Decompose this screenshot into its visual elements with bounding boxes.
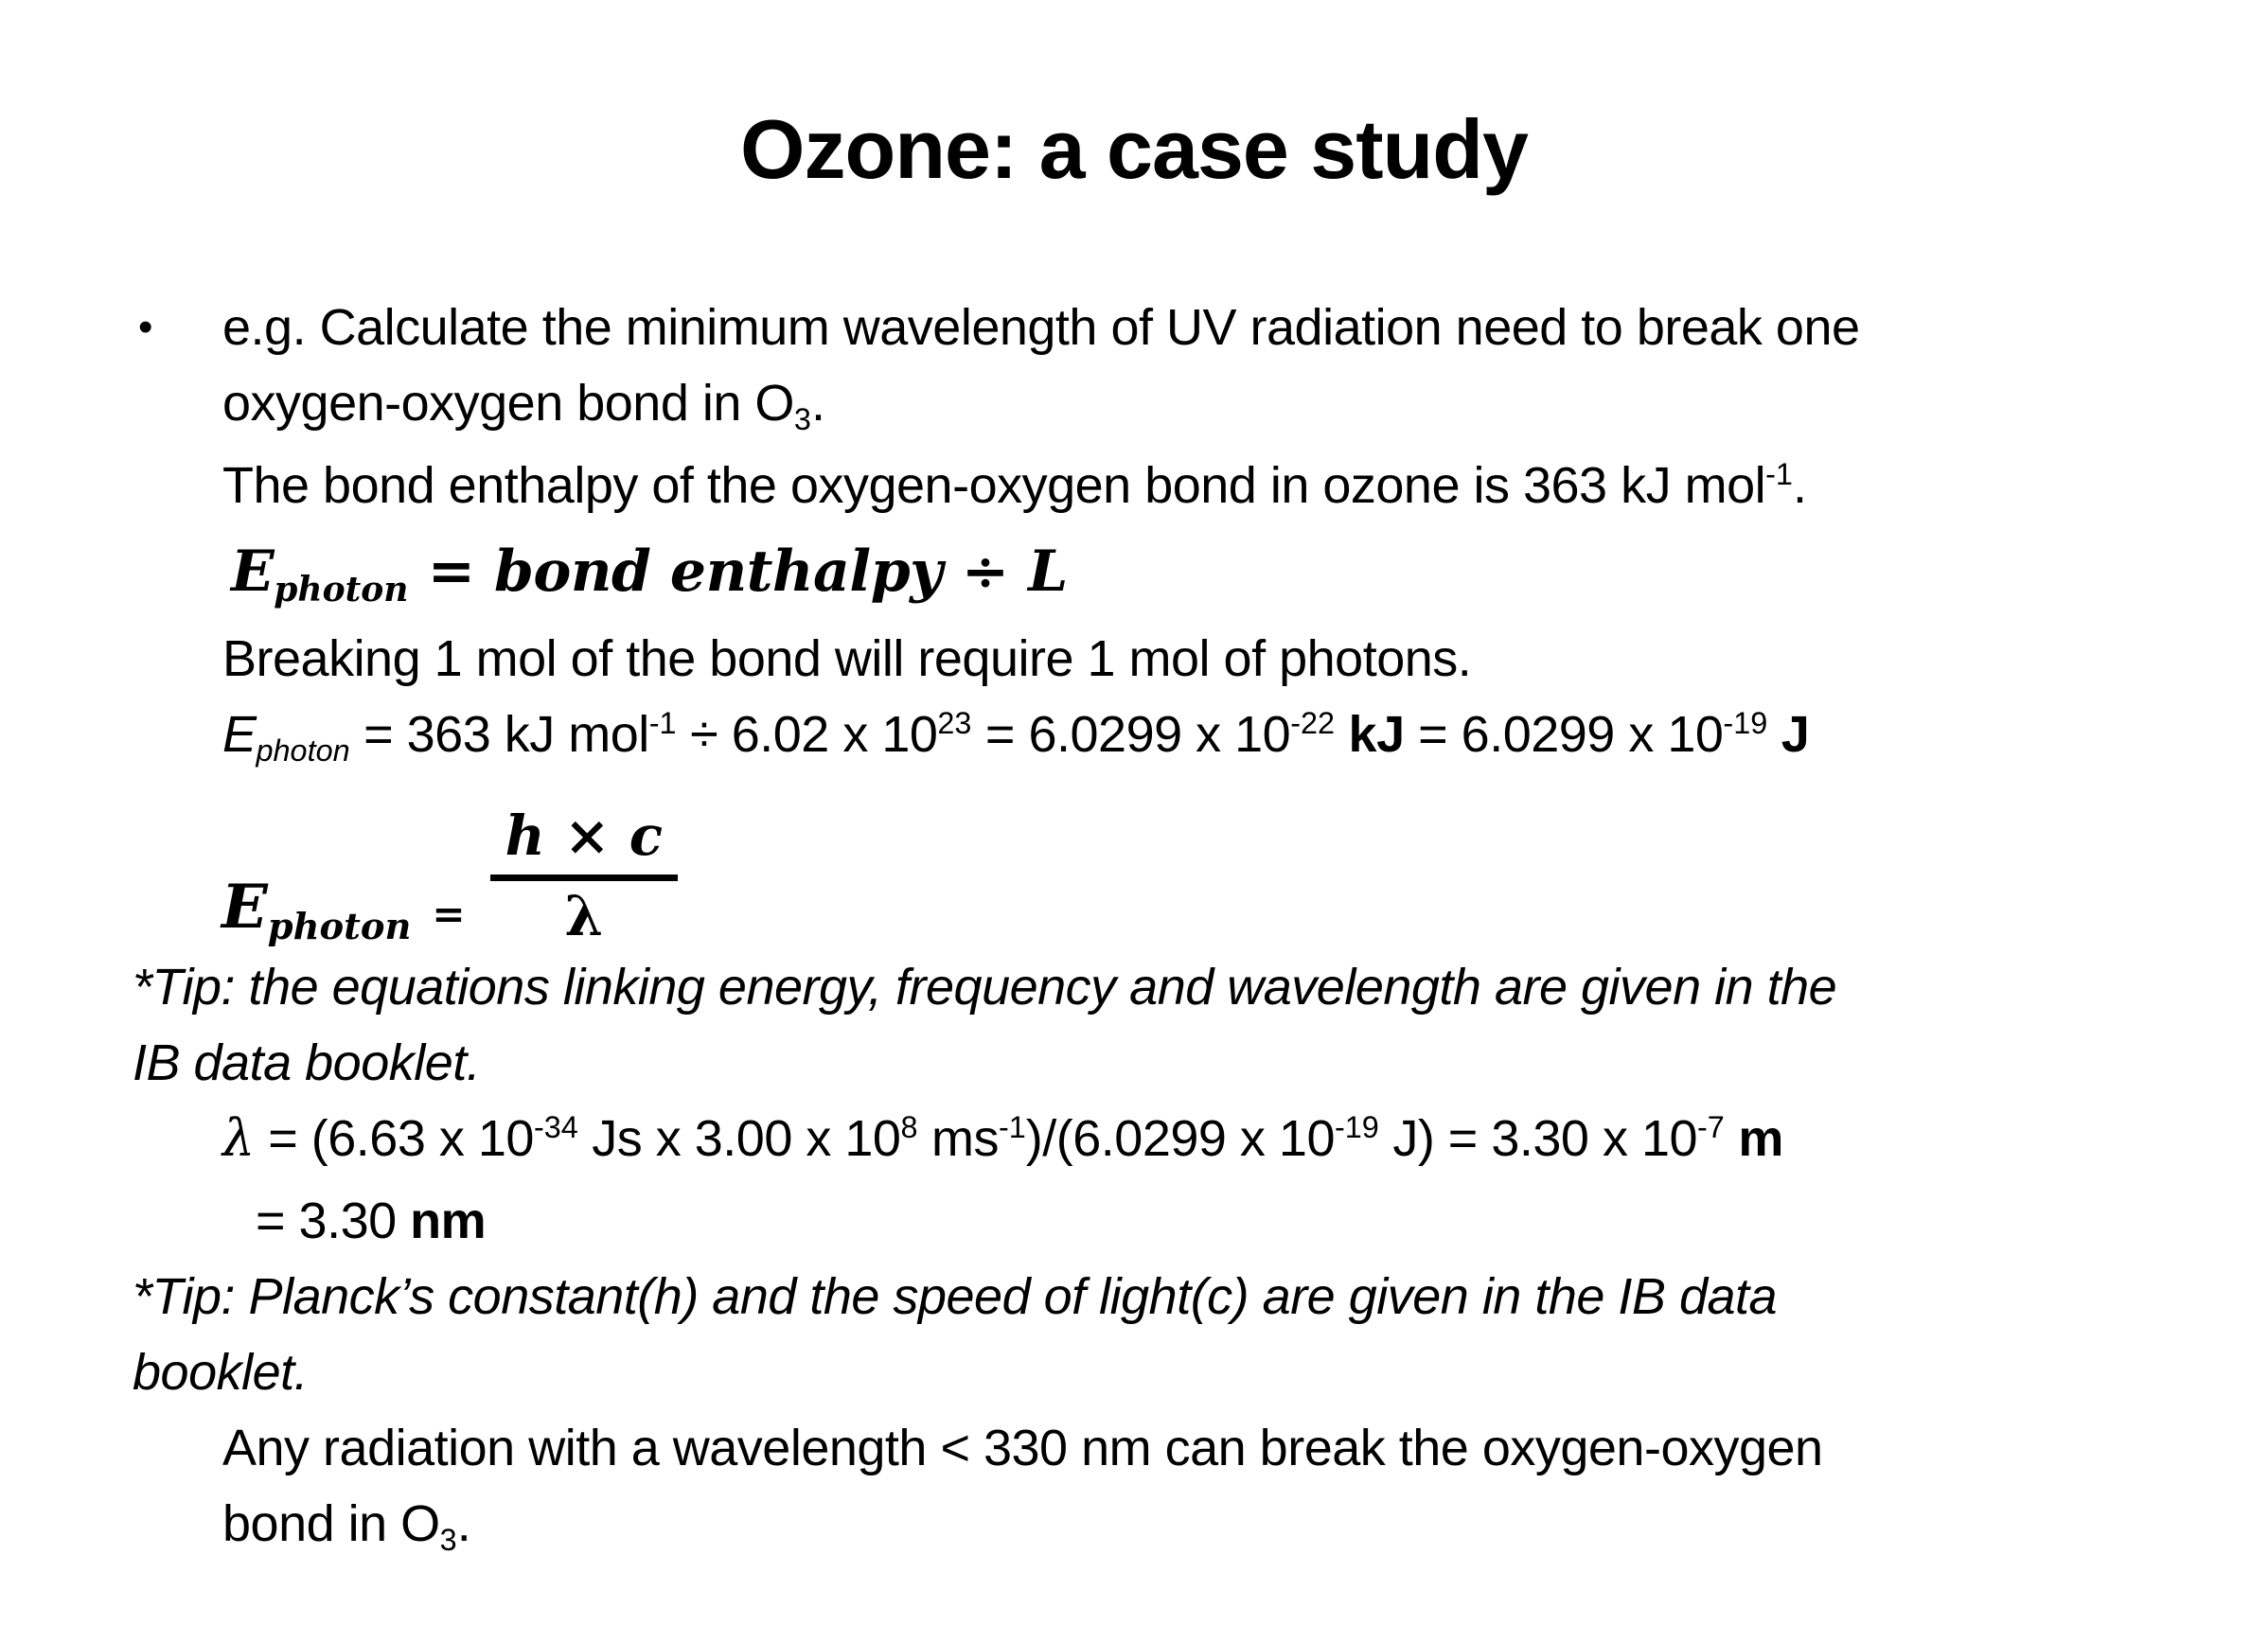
fraction-denominator: λ <box>564 884 604 948</box>
fraction <box>490 804 678 948</box>
text-segment <box>1335 706 1349 763</box>
slide-body <box>133 290 2221 1568</box>
fraction-numerator: h × c <box>490 808 678 881</box>
bullet-marker: • <box>138 304 152 350</box>
text-segment: 3 <box>439 1522 457 1557</box>
text-segment: . <box>810 375 825 432</box>
text-segment: -1 <box>998 1109 1026 1144</box>
text-segment: ms <box>917 1110 999 1167</box>
line-wavelength-result <box>133 1183 2221 1259</box>
text-segment: J <box>1781 706 1810 763</box>
text-segment: E <box>231 539 275 605</box>
text-segment: . <box>456 1495 471 1552</box>
text-segment <box>1767 706 1781 763</box>
line-tip-planck <box>133 1259 2221 1334</box>
text-segment: Any radiation with a wavelength < 330 nm can break the oxygen-oxygen <box>222 1420 1823 1476</box>
equation-photon-energy <box>133 530 2221 621</box>
text-segment: The bond enthalpy of the oxygen-oxygen bond in ozone is 363 kJ mol <box>222 457 1766 514</box>
equals-sign: = <box>432 891 466 937</box>
photon-energy-symbol: E <box>221 872 268 943</box>
text-segment: = 6.0299 x 10 <box>1404 706 1724 763</box>
text-segment: *Tip: Planck’s constant(h) and the speed of light(c) are given in the IB data <box>133 1268 1778 1325</box>
line-tip-equations <box>133 949 2221 1025</box>
line-conclusion <box>133 1410 2221 1486</box>
text-segment: nm <box>410 1192 487 1249</box>
text-segment: = 363 kJ mol <box>349 706 649 763</box>
text-segment: m <box>1738 1110 1783 1167</box>
text-segment: ÷ 6.02 x 10 <box>676 706 938 763</box>
line-breaking-mol <box>133 621 2221 697</box>
line-photon-energy-calculation <box>133 697 2221 779</box>
line-conclusion-2 <box>133 1486 2221 1568</box>
text-segment: IB data booklet. <box>133 1034 481 1091</box>
text-segment <box>1725 1110 1739 1167</box>
text-segment: bond in O <box>222 1495 440 1552</box>
text-segment: -1 <box>648 705 677 740</box>
line-wavelength-calculation <box>133 1101 2221 1183</box>
photon-energy-subscript: photon <box>267 905 412 948</box>
text-segment: = bond enthalpy ÷ L <box>408 539 1068 605</box>
line-example-question-2 <box>133 365 2221 448</box>
equation-photon-wavelength <box>133 779 2221 949</box>
text-segment: -34 <box>533 1109 578 1144</box>
bullet-item-example <box>133 290 2221 365</box>
equation-lhs <box>221 872 412 948</box>
text-segment: = 3.30 <box>256 1192 411 1249</box>
text-segment: 3 <box>793 401 811 436</box>
text-segment: -19 <box>1723 705 1768 740</box>
text-segment: photon <box>256 733 350 768</box>
text-segment: -1 <box>1765 456 1793 491</box>
text-segment: -22 <box>1290 705 1336 740</box>
text-segment: E <box>222 706 257 763</box>
text-segment: kJ <box>1348 706 1405 763</box>
text-segment: 8 <box>900 1109 918 1144</box>
text-segment: = (6.63 x 10 <box>254 1110 534 1167</box>
text-segment: . <box>1792 457 1807 514</box>
line-tip-equations-2 <box>133 1025 2221 1101</box>
text-segment: booklet. <box>133 1344 309 1401</box>
text-segment: λ <box>222 1108 255 1168</box>
text-segment: )/(6.0299 x 10 <box>1025 1110 1335 1167</box>
text-segment: -7 <box>1697 1109 1725 1144</box>
text-segment: J) = 3.30 x 10 <box>1378 1110 1698 1167</box>
text-segment: = 6.0299 x 10 <box>971 706 1291 763</box>
text-segment: -19 <box>1334 1109 1379 1144</box>
text-segment: oxygen-oxygen bond in O <box>222 375 794 432</box>
text-segment: photon <box>274 569 409 610</box>
text-segment: *Tip: the equations linking energy, frequency and wavelength are given in the <box>133 959 1837 1016</box>
text-segment: Js x 3.00 x 10 <box>577 1110 901 1167</box>
text-segment: e.g. Calculate the minimum wavelength of UV radiation need to break one <box>222 299 1860 356</box>
line-tip-planck-2 <box>133 1334 2221 1410</box>
text-segment: 23 <box>937 705 972 740</box>
line-bond-enthalpy <box>133 448 2221 530</box>
line-example-question <box>222 299 1860 356</box>
slide-title: Ozone: a case study <box>740 102 1528 196</box>
text-segment: Breaking 1 mol of the bond will require 1 mol of photons. <box>222 630 1472 687</box>
